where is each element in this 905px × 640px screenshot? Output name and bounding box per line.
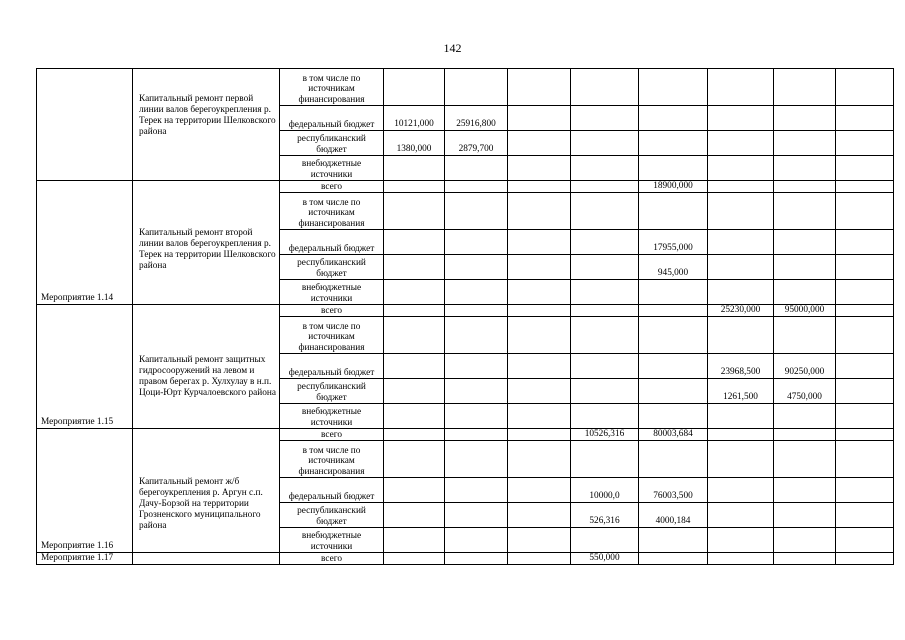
value-cell — [508, 193, 571, 230]
value-cell — [836, 354, 894, 379]
value-cell — [774, 441, 836, 478]
value-cell — [571, 181, 639, 193]
title-cell: Капитальный ремонт защитных гидросооружений на левом и правом берегах р. Хулхулау в н.п. Цоци-Юрт Курчалоевского района — [133, 305, 280, 429]
value-cell — [508, 379, 571, 404]
value-cell — [384, 478, 445, 503]
value-cell — [445, 69, 508, 106]
value-cell — [639, 280, 708, 305]
value-cell — [708, 478, 774, 503]
value-cell: 4750,000 — [774, 379, 836, 404]
value-cell: 2879,700 — [445, 131, 508, 156]
value-cell: 10121,000 — [384, 106, 445, 131]
source-cell: в том числе по источникам финансирования — [280, 193, 384, 230]
value-cell: 10000,0 — [571, 478, 639, 503]
value-cell — [445, 503, 508, 528]
value-cell — [445, 404, 508, 429]
value-cell — [508, 181, 571, 193]
source-cell: внебюджетные источники — [280, 528, 384, 553]
value-cell — [384, 441, 445, 478]
value-cell — [571, 441, 639, 478]
value-cell — [774, 503, 836, 528]
value-cell: 25916,800 — [445, 106, 508, 131]
value-cell — [708, 255, 774, 280]
value-cell — [571, 156, 639, 181]
value-cell — [384, 429, 445, 441]
value-cell: 526,316 — [571, 503, 639, 528]
value-cell: 95000,000 — [774, 305, 836, 317]
value-cell — [445, 553, 508, 565]
value-cell — [508, 280, 571, 305]
value-cell — [508, 106, 571, 131]
value-cell — [571, 131, 639, 156]
table-row — [37, 181, 894, 193]
source-cell: республиканский бюджет — [280, 379, 384, 404]
value-cell — [571, 528, 639, 553]
value-cell — [639, 379, 708, 404]
value-cell — [708, 553, 774, 565]
value-cell — [384, 305, 445, 317]
value-cell — [384, 156, 445, 181]
value-cell — [774, 429, 836, 441]
value-cell: 945,000 — [639, 255, 708, 280]
value-cell — [639, 131, 708, 156]
value-cell: 17955,000 — [639, 230, 708, 255]
value-cell — [445, 230, 508, 255]
value-cell — [774, 280, 836, 305]
value-cell — [774, 404, 836, 429]
value-cell — [639, 106, 708, 131]
value-cell — [639, 69, 708, 106]
title-cell — [133, 553, 280, 565]
value-cell — [445, 181, 508, 193]
value-cell — [774, 478, 836, 503]
value-cell — [384, 280, 445, 305]
source-cell: республиканский бюджет — [280, 131, 384, 156]
value-cell — [571, 255, 639, 280]
value-cell — [445, 528, 508, 553]
value-cell — [445, 354, 508, 379]
value-cell — [708, 404, 774, 429]
value-cell — [708, 181, 774, 193]
value-cell — [445, 255, 508, 280]
value-cell — [639, 528, 708, 553]
source-cell: всего — [280, 429, 384, 441]
value-cell — [571, 379, 639, 404]
value-cell — [639, 553, 708, 565]
value-cell — [836, 553, 894, 565]
value-cell — [774, 553, 836, 565]
source-cell: внебюджетные источники — [280, 156, 384, 181]
value-cell: 80003,684 — [639, 429, 708, 441]
value-cell — [384, 181, 445, 193]
source-cell: федеральный бюджет — [280, 106, 384, 131]
value-cell — [836, 478, 894, 503]
value-cell — [708, 429, 774, 441]
value-cell: 4000,184 — [639, 503, 708, 528]
value-cell — [571, 404, 639, 429]
table-row — [37, 69, 894, 106]
value-cell: 550,000 — [571, 553, 639, 565]
value-cell — [836, 106, 894, 131]
value-cell — [445, 379, 508, 404]
value-cell — [508, 69, 571, 106]
value-cell — [708, 106, 774, 131]
value-cell — [708, 528, 774, 553]
value-cell — [445, 305, 508, 317]
value-cell — [571, 280, 639, 305]
value-cell — [384, 528, 445, 553]
value-cell — [836, 156, 894, 181]
source-cell: республиканский бюджет — [280, 255, 384, 280]
value-cell: 25230,000 — [708, 305, 774, 317]
value-cell — [836, 429, 894, 441]
value-cell — [571, 193, 639, 230]
value-cell — [571, 230, 639, 255]
value-cell — [384, 193, 445, 230]
value-cell — [508, 255, 571, 280]
value-cell — [508, 317, 571, 354]
value-cell: 1380,000 — [384, 131, 445, 156]
value-cell — [639, 305, 708, 317]
value-cell: 76003,500 — [639, 478, 708, 503]
source-cell: федеральный бюджет — [280, 354, 384, 379]
value-cell — [708, 503, 774, 528]
value-cell — [836, 528, 894, 553]
value-cell — [508, 478, 571, 503]
value-cell — [384, 379, 445, 404]
value-cell — [708, 280, 774, 305]
value-cell — [708, 131, 774, 156]
value-cell — [836, 503, 894, 528]
value-cell — [836, 379, 894, 404]
source-cell: всего — [280, 181, 384, 193]
value-cell — [708, 193, 774, 230]
value-cell — [774, 193, 836, 230]
source-cell: в том числе по источникам финансирования — [280, 441, 384, 478]
value-cell — [384, 230, 445, 255]
value-cell — [774, 181, 836, 193]
value-cell — [708, 230, 774, 255]
value-cell — [836, 193, 894, 230]
value-cell — [445, 429, 508, 441]
value-cell — [774, 69, 836, 106]
value-cell: 18900,000 — [639, 181, 708, 193]
value-cell — [571, 69, 639, 106]
value-cell — [508, 305, 571, 317]
value-cell — [384, 69, 445, 106]
value-cell — [571, 106, 639, 131]
funding-table — [36, 68, 894, 565]
value-cell — [836, 181, 894, 193]
title-cell: Капитальный ремонт ж/б берегоукрепления р. Аргун с.п. Дачу-Борзой на территории Грозненского муниципального района — [133, 429, 280, 553]
value-cell — [445, 441, 508, 478]
value-cell — [508, 131, 571, 156]
value-cell — [639, 354, 708, 379]
value-cell — [774, 156, 836, 181]
value-cell — [774, 106, 836, 131]
value-cell — [508, 354, 571, 379]
table-row — [37, 429, 894, 441]
value-cell — [836, 230, 894, 255]
source-cell: внебюджетные источники — [280, 404, 384, 429]
value-cell — [508, 441, 571, 478]
value-cell — [571, 354, 639, 379]
value-cell — [836, 280, 894, 305]
value-cell — [774, 131, 836, 156]
value-cell — [708, 156, 774, 181]
value-cell — [836, 404, 894, 429]
value-cell — [384, 404, 445, 429]
value-cell — [639, 441, 708, 478]
value-cell — [571, 317, 639, 354]
value-cell — [836, 131, 894, 156]
value-cell — [384, 317, 445, 354]
event-cell: Мероприятие 1.15 — [37, 305, 133, 429]
value-cell — [445, 478, 508, 503]
value-cell — [445, 193, 508, 230]
source-cell: всего — [280, 553, 384, 565]
event-cell — [37, 69, 133, 181]
value-cell: 10526,316 — [571, 429, 639, 441]
event-cell: Мероприятие 1.17 — [37, 553, 133, 565]
value-cell — [384, 354, 445, 379]
event-cell: Мероприятие 1.16 — [37, 429, 133, 553]
title-cell: Капитальный ремонт второй линии валов берегоукрепления р. Терек на территории Шелковского района — [133, 181, 280, 305]
value-cell — [639, 156, 708, 181]
value-cell — [836, 305, 894, 317]
value-cell — [508, 230, 571, 255]
source-cell: внебюджетные источники — [280, 280, 384, 305]
source-cell: республиканский бюджет — [280, 503, 384, 528]
value-cell — [708, 441, 774, 478]
value-cell — [508, 156, 571, 181]
value-cell — [708, 317, 774, 354]
value-cell: 90250,000 — [774, 354, 836, 379]
value-cell — [774, 528, 836, 553]
value-cell — [836, 255, 894, 280]
table-row — [37, 553, 894, 565]
table-row — [37, 305, 894, 317]
event-cell: Мероприятие 1.14 — [37, 181, 133, 305]
value-cell — [445, 156, 508, 181]
value-cell — [508, 429, 571, 441]
title-cell: Капитальный ремонт первой линии валов берегоукрепления р. Терек на территории Шелковского района — [133, 69, 280, 181]
value-cell: 1261,500 — [708, 379, 774, 404]
value-cell — [384, 255, 445, 280]
page-number: 142 — [443, 41, 462, 55]
value-cell — [774, 317, 836, 354]
value-cell — [639, 193, 708, 230]
value-cell — [836, 69, 894, 106]
value-cell — [774, 230, 836, 255]
source-cell: всего — [280, 305, 384, 317]
value-cell — [571, 305, 639, 317]
value-cell — [639, 317, 708, 354]
value-cell — [836, 441, 894, 478]
source-cell: в том числе по источникам финансирования — [280, 317, 384, 354]
value-cell — [508, 404, 571, 429]
value-cell — [384, 553, 445, 565]
value-cell — [445, 317, 508, 354]
source-cell: федеральный бюджет — [280, 478, 384, 503]
value-cell — [708, 69, 774, 106]
value-cell: 23968,500 — [708, 354, 774, 379]
value-cell — [774, 255, 836, 280]
value-cell — [508, 503, 571, 528]
value-cell — [508, 528, 571, 553]
value-cell — [384, 503, 445, 528]
value-cell — [639, 404, 708, 429]
value-cell — [508, 553, 571, 565]
value-cell — [445, 280, 508, 305]
value-cell — [836, 317, 894, 354]
source-cell: федеральный бюджет — [280, 230, 384, 255]
source-cell: в том числе по источникам финансирования — [280, 69, 384, 106]
